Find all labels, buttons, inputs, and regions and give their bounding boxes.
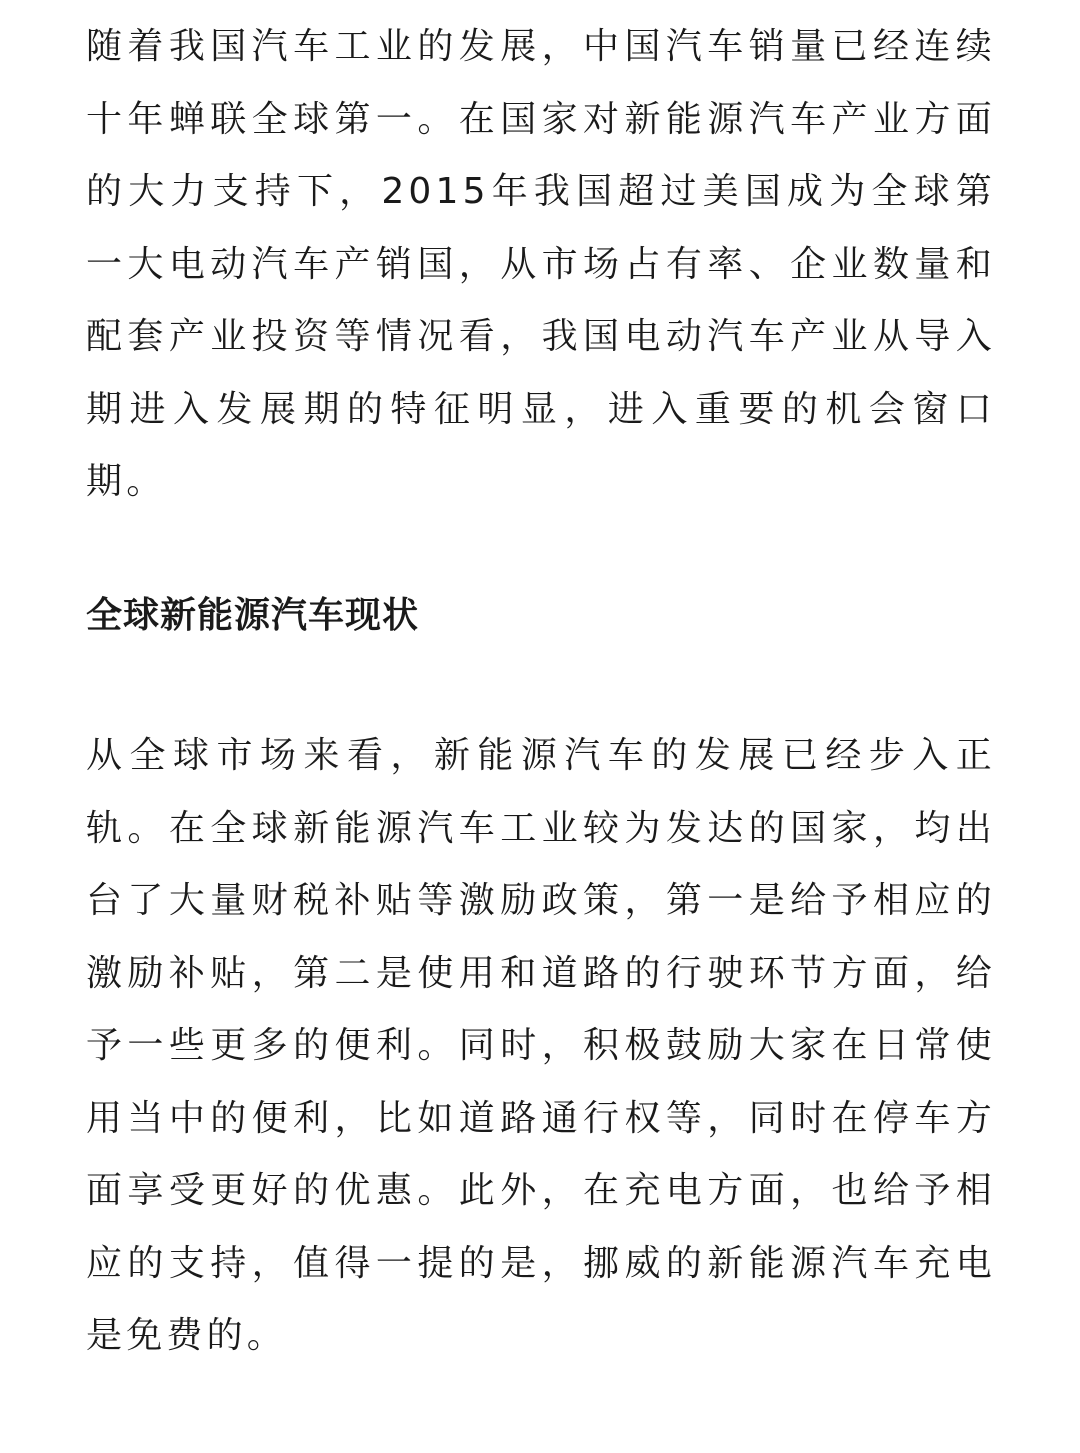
article-body	[86, 0, 996, 1373]
article-paragraph: 从全球市场来看，新能源汽车的发展已经步入正轨。在全球新能源汽车工业较为发达的国家，均出台了大量财税补贴等激励政策，第一是给予相应的激励补贴，第二是使用和道路的行驶环节方面，给予一些更多的便利。同时，积极鼓励大家在日常使用当中的便利，比如道路通行权等，同时在停车方面享受更好的优惠。此外，在充电方面，也给予相应的支持，值得一提的是，挪威的新能源汽车充电是免费的。	[86, 735, 996, 1356]
section-heading: 全球新能源汽车现状	[86, 594, 420, 636]
article-paragraph: 随着我国汽车工业的发展，中国汽车销量已经连续十年蝉联全球第一。在国家对新能源汽车产业方面的大力支持下，2015年我国超过美国成为全球第一大电动汽车产销国，从市场占有率、企业数量和配套产业投资等情况看，我国电动汽车产业从导入期进入发展期的特征明显，进入重要的机会窗口期。	[86, 26, 996, 502]
